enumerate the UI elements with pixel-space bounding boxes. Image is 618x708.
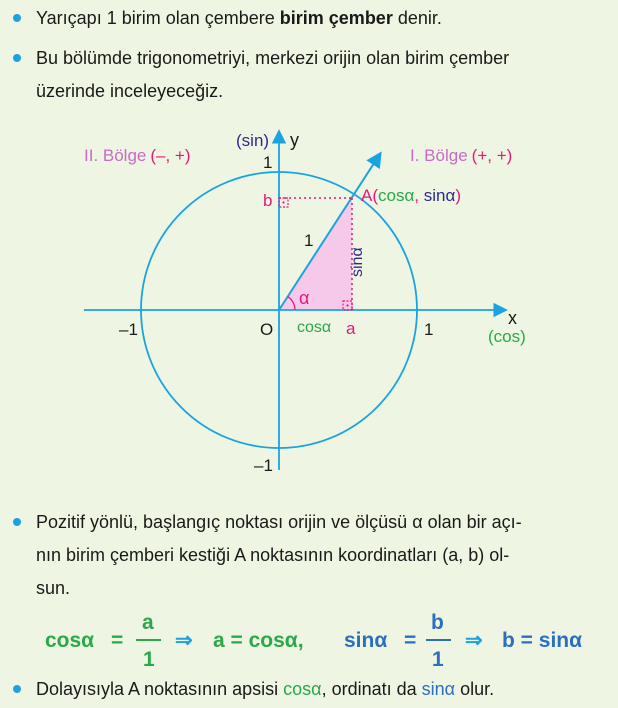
text: Dolayısıyla A noktasının apsisi (36, 679, 284, 699)
bullet-dot (13, 518, 21, 526)
formula-result-2: b = sinα (502, 629, 583, 652)
text: denir. (392, 8, 442, 28)
sin-axis-label: (sin) (236, 131, 270, 150)
bullet-dot (13, 14, 21, 22)
region-1-label: I. Bölge (+, +) (410, 146, 513, 165)
formula-eq: = (111, 629, 124, 652)
formula-sin-lhs: sinα (344, 629, 388, 652)
tick-x-neg: –1 (119, 320, 138, 339)
formula-eq-2: = (404, 629, 417, 652)
tick-y-neg: –1 (254, 456, 273, 475)
tick-x-pos: 1 (424, 320, 434, 339)
text-line: Pozitif yönlü, başlangıç noktası orijin ve ölçüsü α olan bir açı- (36, 512, 522, 532)
text-line: sun. (36, 578, 71, 598)
sin-term: sinα (421, 679, 456, 699)
sin-segment-label: sinα (349, 247, 366, 277)
text-line: nın birim çemberi kestiği A noktasının koordinatları (a, b) ol- (36, 545, 510, 565)
formula-frac2-den: 1 (432, 648, 444, 671)
formula-frac1-num: a (142, 611, 154, 634)
formula-frac1-den: 1 (143, 648, 155, 671)
region-2-label: II. Bölge (–, +) (84, 146, 191, 165)
cos-term: cosα (283, 679, 322, 699)
formula-arrow-1: ⇒ (175, 629, 193, 652)
bullet-2-text (36, 42, 610, 108)
formula-frac2-num: b (431, 611, 444, 634)
text: Yarıçapı 1 birim olan çembere (36, 8, 280, 28)
unit-circle-diagram (0, 120, 618, 500)
point-A-label: A(cosα, sinα) (361, 186, 461, 205)
text-line: üzerinde inceleyeceğiz. (36, 81, 224, 101)
bullet-3-text (36, 506, 610, 605)
bullet-4-text (36, 673, 610, 706)
text: , ordinatı da (321, 679, 422, 699)
point-b-label: b (263, 191, 273, 210)
bold-term: birim çember (279, 8, 393, 28)
y-axis-label: y (290, 130, 299, 150)
cos-axis-label: (cos) (488, 327, 526, 346)
formula-result-1: a = cosα, (213, 629, 304, 652)
formula-arrow-2: ⇒ (465, 629, 483, 652)
bullet-1-text (36, 2, 610, 35)
bullet-dot (13, 685, 21, 693)
formula-row (0, 605, 618, 675)
text-line: Bu bölümde trigonometriyi, merkezi orijin olan birim çember (36, 48, 510, 68)
bullet-dot (13, 54, 21, 62)
cos-segment-label: cosα (297, 319, 332, 336)
point-a-label: a (346, 319, 356, 338)
formula-cos-lhs: cosα (45, 629, 95, 652)
angle-label: α (299, 288, 310, 308)
radius-label: 1 (304, 231, 314, 250)
x-axis-label: x (508, 308, 517, 328)
origin-label: O (260, 320, 274, 339)
text: olur. (455, 679, 495, 699)
tick-y-pos: 1 (263, 153, 273, 172)
